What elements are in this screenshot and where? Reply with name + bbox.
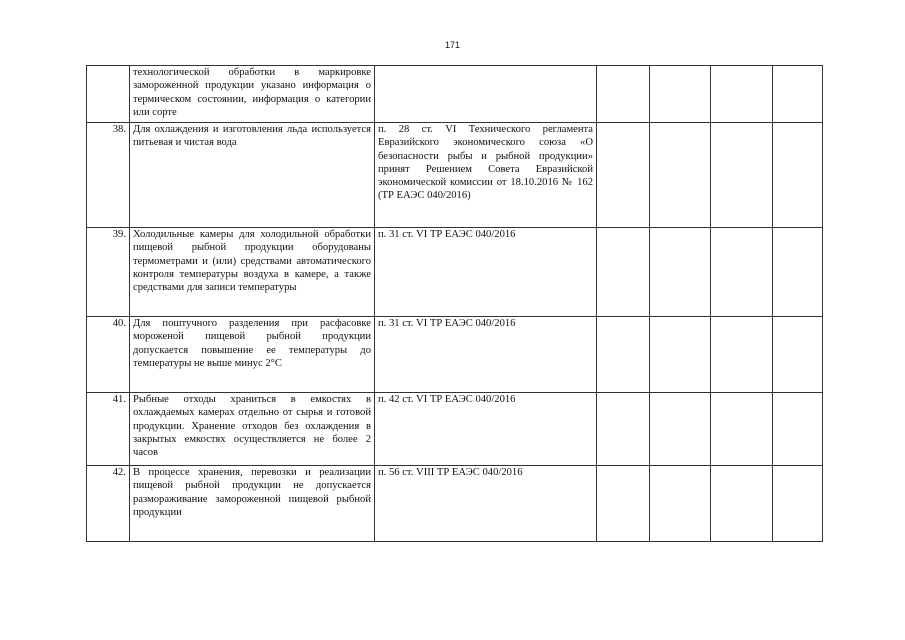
table-row	[87, 393, 823, 466]
answer-cell	[597, 466, 650, 542]
row-number: 40.	[87, 317, 130, 393]
answer-cell	[597, 66, 650, 123]
reference-cell: п. 28 ст. VI Технического регламента Евразийского экономического союза «О безопасности рыбы и рыбной продукции» принят Решением Совета Евразийской экономической комиссии от 18.10.2016 № 162 (ТР ЕАЭС 040/2016)	[375, 123, 597, 228]
answer-cell	[711, 466, 773, 542]
answer-cell	[711, 123, 773, 228]
table-row	[87, 317, 823, 393]
requirement-cell: В процессе хранения, перевозки и реализации пищевой рыбной продукции не допускается размораживание замороженной пищевой рыбной продукции	[130, 466, 375, 542]
remark-cell	[773, 317, 823, 393]
answer-cell	[711, 393, 773, 466]
remark-cell	[773, 123, 823, 228]
requirement-cell: Для охлаждения и изготовления льда используется питьевая и чистая вода	[130, 123, 375, 228]
answer-cell	[650, 228, 711, 317]
row-number: 42.	[87, 466, 130, 542]
table-row	[87, 66, 823, 123]
table-row	[87, 466, 823, 542]
requirement-cell: Рыбные отходы храниться в емкостях в охлаждаемых камерах отдельно от сырья и готовой продукции. Хранение отходов без охлаждения в закрытых емкостях осуществляется не более 2 часов	[130, 393, 375, 466]
requirement-cell: Холодильные камеры для холодильной обработки пищевой рыбной продукции оборудованы термометрами и (или) средствами автоматического контроля температуры воздуха в камере, а также средствами для записи температуры	[130, 228, 375, 317]
row-number: 41.	[87, 393, 130, 466]
page-number: 171	[444, 40, 461, 50]
reference-cell: п. 31 ст. VI ТР ЕАЭС 040/2016	[375, 317, 597, 393]
remark-cell	[773, 66, 823, 123]
answer-cell	[711, 317, 773, 393]
answer-cell	[597, 123, 650, 228]
reference-cell: п. 42 ст. VI ТР ЕАЭС 040/2016	[375, 393, 597, 466]
row-number: 39.	[87, 228, 130, 317]
remark-cell	[773, 228, 823, 317]
answer-cell	[711, 228, 773, 317]
answer-cell	[650, 317, 711, 393]
remark-cell	[773, 466, 823, 542]
reference-cell	[375, 66, 597, 123]
requirement-cell: Для поштучного разделения при расфасовке мороженой пищевой рыбной продукции допускается повышение ее температуры до температуры не выше минус 2°С	[130, 317, 375, 393]
answer-cell	[597, 317, 650, 393]
table-row	[87, 123, 823, 228]
answer-cell	[597, 228, 650, 317]
answer-cell	[711, 66, 773, 123]
requirement-cell: технологической обработки в маркировке замороженной продукции указано информация о термическом состоянии, информация о категории или сорте	[130, 66, 375, 123]
reference-cell: п. 31 ст. VI ТР ЕАЭС 040/2016	[375, 228, 597, 317]
remark-cell	[773, 393, 823, 466]
checklist-table	[86, 65, 823, 542]
table-row	[87, 228, 823, 317]
answer-cell	[650, 123, 711, 228]
row-number	[87, 66, 130, 123]
answer-cell	[650, 393, 711, 466]
answer-cell	[650, 66, 711, 123]
reference-cell: п. 56 ст. VIII ТР ЕАЭС 040/2016	[375, 466, 597, 542]
answer-cell	[597, 393, 650, 466]
row-number: 38.	[87, 123, 130, 228]
answer-cell	[650, 466, 711, 542]
